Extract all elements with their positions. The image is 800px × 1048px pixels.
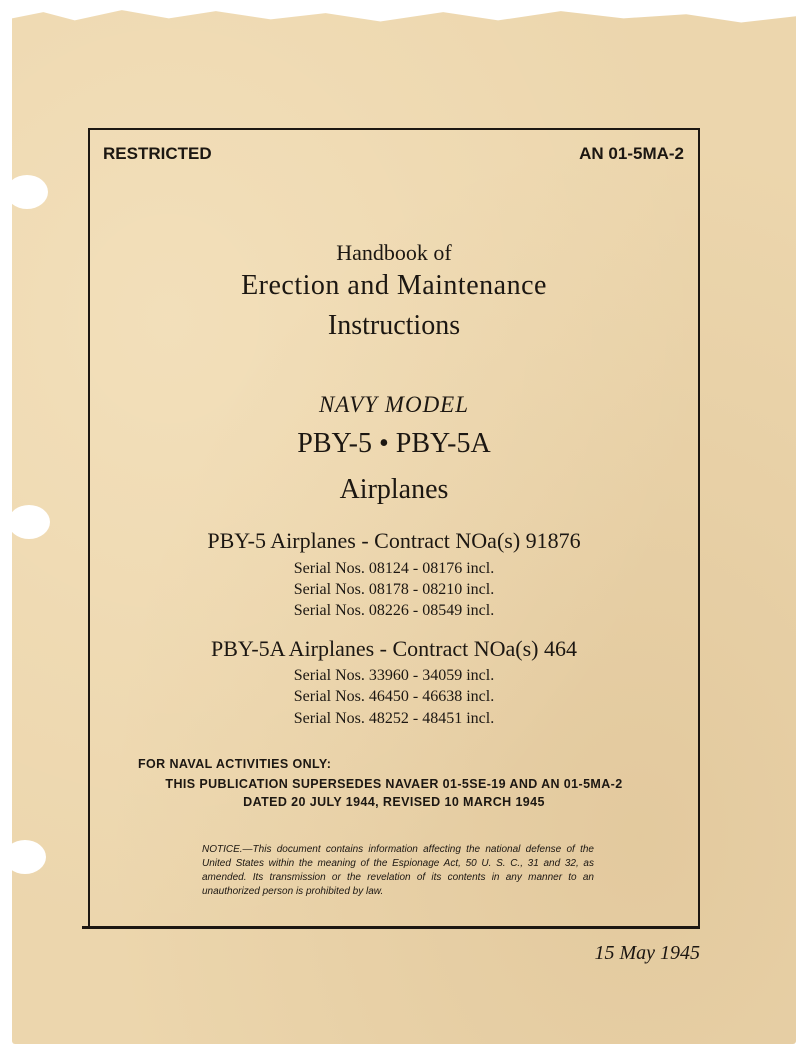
serial-range: Serial Nos. 08226 - 08549 incl. bbox=[293, 602, 495, 619]
distribution-line: DATED 20 JULY 1944, REVISED 10 MARCH 1945 bbox=[243, 795, 545, 809]
torn-edge bbox=[4, 840, 46, 874]
bottom-rule bbox=[82, 926, 700, 929]
title-line-1: Handbook of bbox=[336, 240, 452, 265]
publication-number: AN 01-5MA-2 bbox=[579, 144, 684, 163]
distribution-line: THIS PUBLICATION SUPERSEDES NAVAER 01-5SE-19 AND AN 01-5MA-2 bbox=[165, 777, 623, 791]
publication-date: 15 May 1945 bbox=[594, 942, 700, 964]
serial-range: Serial Nos. 08178 - 08210 incl. bbox=[293, 581, 495, 598]
model-label: NAVY MODEL bbox=[318, 392, 470, 417]
security-classification: RESTRICTED bbox=[103, 144, 212, 163]
title-line-3: Instructions bbox=[327, 310, 461, 341]
title-line-2: Erection and Maintenance bbox=[241, 270, 547, 301]
contract-heading: PBY-5A Airplanes - Contract NOa(s) 464 bbox=[210, 636, 577, 661]
serial-range: Serial Nos. 33960 - 34059 incl. bbox=[293, 667, 495, 684]
torn-edge bbox=[8, 505, 50, 539]
serial-range: Serial Nos. 46450 - 46638 incl. bbox=[293, 688, 495, 705]
serial-range: Serial Nos. 08124 - 08176 incl. bbox=[293, 560, 495, 577]
distribution-line: FOR NAVAL ACTIVITIES ONLY: bbox=[138, 757, 332, 771]
torn-edge bbox=[6, 175, 48, 209]
contract-heading: PBY-5 Airplanes - Contract NOa(s) 91876 bbox=[207, 528, 581, 553]
espionage-notice: NOTICE.—This document contains information affecting the national defense of the United States within the meaning of the Espionage Act, 50 U. S. C., 31 and 32, as amended. Its transmission or the revelation of its contents in any manner to an unauthorized person is prohibited by law. bbox=[202, 844, 594, 897]
serial-range: Serial Nos. 48252 - 48451 incl. bbox=[293, 710, 495, 727]
model-type: Airplanes bbox=[339, 474, 449, 505]
model-designations: PBY-5 • PBY-5A bbox=[297, 428, 491, 459]
